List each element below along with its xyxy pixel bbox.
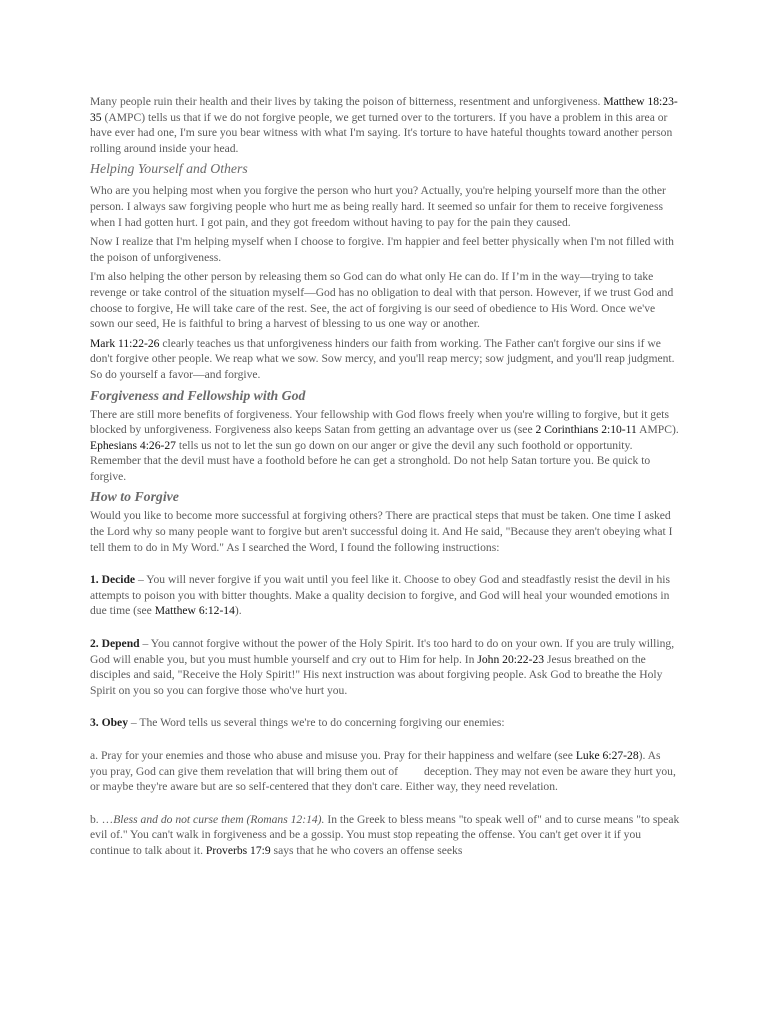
sub-point-a: a. Pray for your enemies and those who abuse and misuse you. Pray for their happiness and welfare (see Luke 6:27-28). As you pray, God can give them revelation that will bring them out of deception. They may not even be aware they hurt you, or maybe they're aware but are so self-centered that they don't care. Either way, they need revelation.: [90, 749, 676, 794]
step-label: 2. Depend: [90, 637, 140, 651]
paragraph: Would you like to become more successful at forgiving others? There are practical steps that must be taken. One time I asked the Lord why so many people want to forgive but aren't successful doing it. And He said, "Because they aren't obeying what I tell them to do in My Word." As I searched the Word, I found the following instructions:: [90, 509, 673, 554]
scripture-link[interactable]: Proverbs 17:9: [205, 843, 271, 857]
step-label: 1. Decide: [90, 573, 136, 587]
paragraph-intro: Many people ruin their health and their lives by taking the poison of bitterness, resentment and unforgiveness. Matthew 18:23-35 (AMPC) tells us that if we do not forgive people, we get turned over to the torturers. If you have a problem in this area or have ever had one, I'm sure you bear witness with what I'm saying. It's torture to have hateful thoughts toward another person rolling around inside your head.: [90, 95, 678, 155]
scripture-link[interactable]: Mark 11:22-26: [90, 336, 160, 350]
section-heading-helping: Helping Yourself and Others: [90, 161, 248, 177]
scripture-link[interactable]: Ephesians 4:26-27: [90, 438, 176, 452]
step-obey: 3. Obey – The Word tells us several things we're to do concerning forgiving our enemies:: [90, 716, 505, 730]
paragraph: Who are you helping most when you forgive the person who hurt you? Actually, you're helping yourself more than the other person. I always saw forgiving people who hurt me as being really hard. It seemed so unfair for them to receive forgiveness when I had gotten hurt. I got pain, and they got freedom without having to pay for the pain they caused.: [90, 184, 666, 229]
scripture-link[interactable]: 2 Corinthians 2:10-11: [535, 423, 637, 437]
scripture-link[interactable]: Matthew 18:23-35: [90, 95, 678, 124]
paragraph: There are still more benefits of forgiveness. Your fellowship with God flows freely when you're willing to forgive, but it gets blocked by unforgiveness. Forgiveness also keeps Satan from getting an advantage over us (see 2 Corinthians 2:10-11 AMPC). Ephesians 4:26-27 tells us not to let the sun go down on our anger or give the devil any such foothold or opportunity. Remember that the devil must have a foothold before he can get a stronghold. Do not help Satan torture you. Be quick to forgive.: [90, 407, 679, 483]
section-heading-fellowship: Forgiveness and Fellowship with God: [90, 387, 306, 403]
paragraph: I'm also helping the other person by releasing them so God can do what only He can do. If I’m in the way—trying to take revenge or take control of the situation myself—God has no obligation to deal with that person. However, if we trust God and choose to forgive, He will take care of the rest. See, the act of forgiving is our seed of obedience to His Word. Once we've sown our seed, He is faithful to bring a harvest of blessing to us one way or another.: [90, 270, 674, 331]
scripture-link[interactable]: Matthew 6:12-14: [154, 604, 235, 618]
paragraph: Mark 11:22-26 clearly teaches us that unforgiveness hinders our faith from working. The Father can't forgive our sins if we don't forgive other people. We reap what we sow. Sow mercy, and you'll reap mercy; sow judgment, and you'll reap judgment. So do yourself a favor—and forgive.: [90, 336, 675, 381]
paragraph: Now I realize that I'm helping myself when I choose to forgive. I'm happier and feel better physically when I'm not filled with the poison of unforgiveness.: [90, 235, 674, 264]
step-depend: 2. Depend – You cannot forgive without the power of the Holy Spirit. It's too hard to do on your own. If you are truly willing, God will enable you, but you must humble yourself and cry out to Him for help. In John 20:22-23 Jesus breathed on the disciples and said, "Receive the Holy Spirit!" His next instruction was about forgiving people. Ask God to breathe the Holy Spirit on you so you can forgive those who've hurt you.: [90, 637, 675, 697]
step-decide: 1. Decide – You will never forgive if you wait until you feel like it. Choose to obey God and steadfastly resist the devil in his attempts to poison you with bitter thoughts. Make a quality decision to forgive, and God will heal your wounded emotions in due time (see Matthew 6:12-14).: [90, 573, 671, 618]
scripture-link[interactable]: John 20:22-23: [477, 652, 545, 666]
scripture-link[interactable]: Luke 6:27-28: [575, 749, 639, 762]
article-body: [90, 94, 680, 863]
sub-point-b: b. …Bless and do not curse them (Romans 12:14). In the Greek to bless means "to speak well of" and to curse means "to speak evil of." You can't walk in forgiveness and be a gossip. You must stop repeating the offense. You can't get over it if you continue to talk about it. Proverbs 17:9 says that he who covers an offense seeks: [90, 812, 680, 857]
scripture-quote: Bless and do not curse them (Romans 12:14).: [113, 812, 325, 826]
step-label: 3. Obey: [90, 716, 129, 730]
section-heading-how-to-forgive: How to Forgive: [90, 489, 179, 505]
